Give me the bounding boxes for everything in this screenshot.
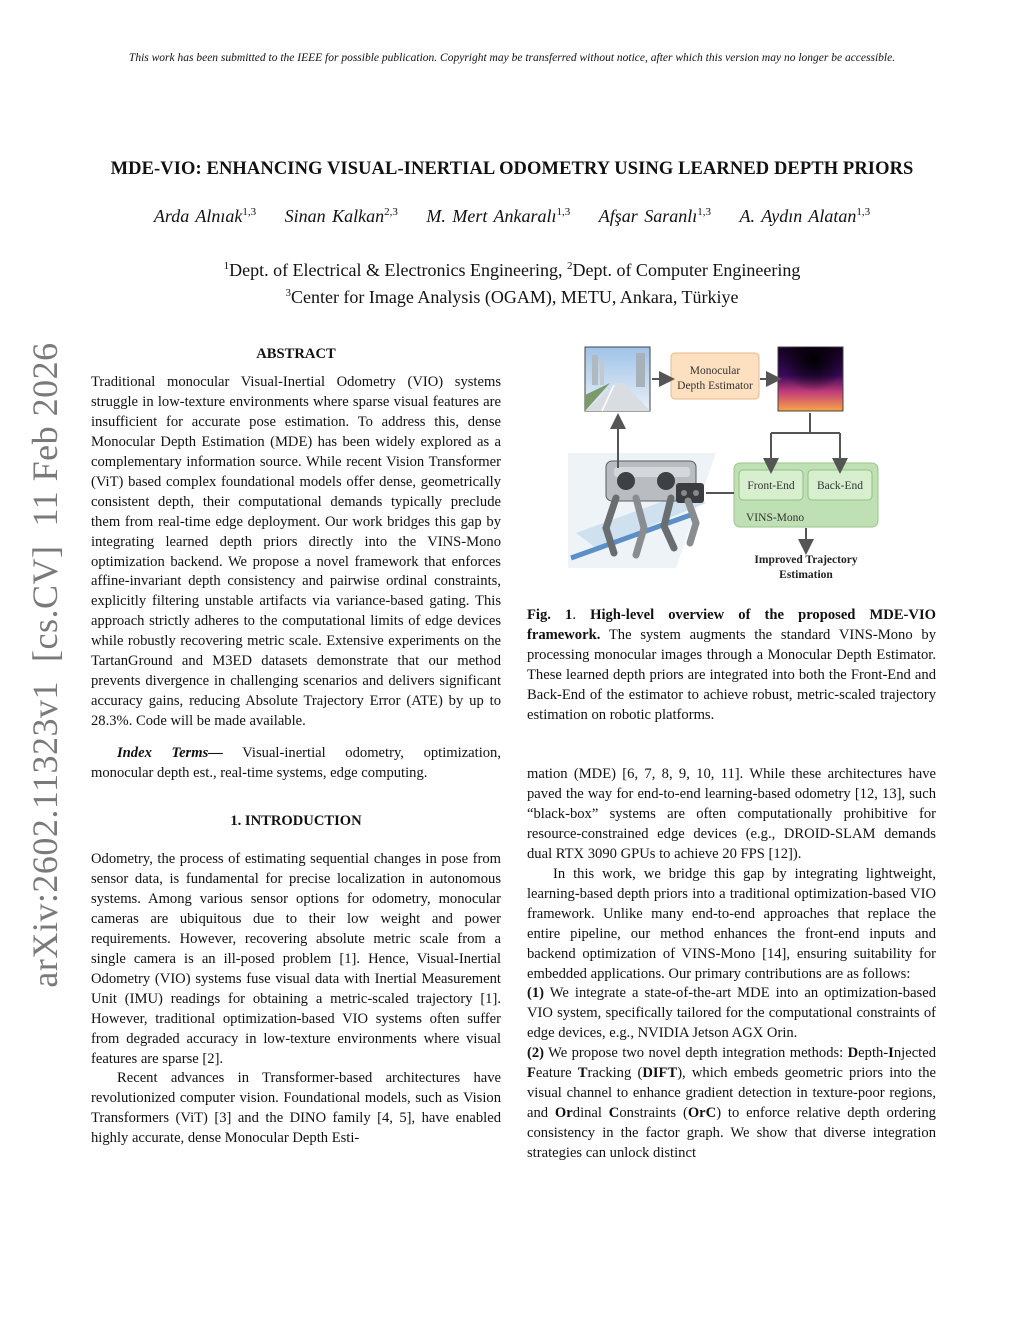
vins-mono-label: VINS-Mono xyxy=(746,512,805,524)
intro-paragraph-2: Recent advances in Transformer-based architectures have revolutionized computer vision. Foundational models, such as Vision Transformers (ViT) [3] and the DINO family [4, 5], have enabled highly accurate, dense Monocular Depth Esti- xyxy=(91,1070,501,1147)
arxiv-identifier[interactable]: arXiv:2602.11323v1 [cs.CV] 11 Feb 2026 xyxy=(25,342,65,988)
caption-text: The system augments the standard VINS-Mono by processing monocular images through a Monocular Depth Estimator. These learned depth priors are integrated into both the Front-End and Back-End of the estimator to achieve robust, metric-scaled trajectory estimation on robotic platforms. xyxy=(527,626,936,723)
contribution-2-label: (2) xyxy=(527,1045,545,1062)
intro-paragraph-cont: mation (MDE) [6, 7, 8, 9, 10, 11]. While these architectures have paved the way for end-to-end learning-based odometry [12, 13], such “black-box” systems are often computationally prohibitive for resource-constrained edge devices (e.g., DROID-SLAM demands dual RTX 3090 GPUs to achieve 20 FPS [12]). xyxy=(527,766,936,862)
author-name: A. Aydın Alatan xyxy=(739,206,857,226)
camera-image xyxy=(585,347,650,411)
introduction-heading: 1. INTRODUCTION xyxy=(230,813,362,830)
c2-initial: F xyxy=(527,1065,536,1082)
index-terms-text: Visual-inertial odometry, optimization, monocular depth est., real-time systems, edge computing. xyxy=(91,745,501,782)
author-name: Afşar Saranlı xyxy=(598,206,698,226)
mde-label-line1: Monocular xyxy=(689,365,741,377)
figure-overview xyxy=(566,343,886,588)
c2-initial: C xyxy=(608,1105,620,1122)
output-label-line2: Estimation xyxy=(779,569,833,581)
contribution-2 xyxy=(527,1044,936,1164)
affil-center: Center for Image Analysis (OGAM), METU, Ankara, Türkiye xyxy=(290,287,739,307)
left-column xyxy=(91,345,501,1149)
affiliation-line-2 xyxy=(60,282,964,309)
author-4 xyxy=(599,206,711,226)
index-terms xyxy=(91,744,501,784)
spacer xyxy=(91,732,501,744)
affil-sup: 2 xyxy=(566,260,573,272)
c2-text: eature xyxy=(535,1065,578,1082)
author-2 xyxy=(285,206,398,226)
abstract-text: Traditional monocular Visual-Inertial Odometry (VIO) systems struggle in low-texture environments where sparse visual features are insufficient for accurate pose estimation. To address this, dense Monocular Depth Estimation (MDE) has been widely explored as a complementary information source. While recent Vision Transformer (ViT) based complex foundational models offer dense, geometrically consistent depth, their computational demands typically preclude them from real-time edge deployment. Our work bridges this gap by integrating learned depth priors directly into the VINS-Mono optimization backend. We propose a novel framework that enforces affine-invariant depth consistency and pairwise ordinal constraints, explicitly filtering unstable artifacts via variance-based gating. This approach strictly adheres to the computational limits of edge devices while robustly recovering metric scale. Extensive experiments on the TartanGround and M3ED datasets demonstrate that our method prevents divergence in challenging scenarios and delivers significant accuracy gains, reducing Absolute Trajectory Error (ATE) by up to 28.3%. Code will be made available. xyxy=(91,373,501,730)
affil-sup: 3 xyxy=(285,287,291,299)
index-terms-label: Index Terms— xyxy=(117,745,223,762)
author-list xyxy=(60,206,964,227)
right-column xyxy=(527,765,936,1164)
c2-text: dinal xyxy=(572,1105,609,1122)
author-5 xyxy=(740,206,871,226)
robot-illustration xyxy=(568,453,716,568)
author-name: Arda Alnıak xyxy=(153,206,243,226)
c2-initial: T xyxy=(577,1065,588,1082)
c2-acronym-orc: OrC xyxy=(687,1105,717,1122)
c2-text: onstraints ( xyxy=(619,1105,688,1122)
affil-dept-ce: Dept. of Computer Engineering xyxy=(572,260,801,280)
c2-text: ), which embeds geometric priors into the visual channel to enhance gradient detection in texture-poor regions, and xyxy=(527,1065,936,1122)
figure-caption xyxy=(527,606,936,726)
author-name: M. Mert Ankaralı xyxy=(426,206,557,226)
caption-bold: High-level overview of the proposed MDE-VIO framework. xyxy=(527,607,936,643)
c2-initial: Or xyxy=(554,1105,573,1122)
front-end-label: Front-End xyxy=(747,480,795,492)
submission-notice: This work has been submitted to the IEEE for possible publication. Copyright may be transferred without notice, after which this version may no longer be accessible. xyxy=(128,52,896,64)
contribution-1 xyxy=(527,984,936,1044)
author-affil-sup: 1,3 xyxy=(556,206,571,218)
affiliations xyxy=(60,255,964,309)
c2-acronym-dift: DIFT xyxy=(642,1065,678,1082)
author-affil-sup: 1,3 xyxy=(697,206,712,218)
author-affil-sup: 1,3 xyxy=(856,206,871,218)
caption-label: Fig. 1 xyxy=(527,607,573,623)
c2-initial: D xyxy=(847,1045,859,1062)
c2-text: We propose two novel depth integration methods: xyxy=(544,1045,848,1062)
author-3 xyxy=(426,206,570,226)
back-end-label: Back-End xyxy=(817,480,863,492)
c2-text: njected xyxy=(893,1045,936,1062)
author-affil-sup: 2,3 xyxy=(384,206,398,218)
abstract-heading: ABSTRACT xyxy=(256,346,336,362)
mde-label-line2: Depth Estimator xyxy=(677,380,753,392)
depth-estimator-block xyxy=(671,353,759,399)
depth-map-image xyxy=(778,347,843,411)
author-name: Sinan Kalkan xyxy=(284,206,385,226)
affil-sup: 1 xyxy=(223,260,230,272)
intro-paragraph-1: Odometry, the process of estimating sequential changes in pose from sensor data, is fundamental for precise localization in autonomous systems. Among various sensor options for odometry, monocular cameras are ubiquitous due to their low weight and power requirements. However, recovering absolute metric scale from a single camera is an ill-posed problem [1]. Hence, Visual-Inertial Odometry (VIO) systems fuse visual data with Inertial Measurement Unit (IMU) readings for obtaining a metric-scaled trajectory [1]. However, traditional optimization-based VIO systems often suffer from degraded accuracy in low-texture environments where visual features are sparse [2]. xyxy=(91,850,501,1067)
c2-initial: I xyxy=(888,1045,894,1062)
output-label-line1: Improved Trajectory xyxy=(754,554,858,566)
intro-paragraph-3: In this work, we bridge this gap by integrating lightweight, learning-based depth priors into a traditional optimization-based VIO framework. Unlike many end-to-end approaches that replace the entire pipeline, our method enhances the front-end inputs and backend optimization of VINS-Mono [14], ensuring suitability for embedded applications. Our primary contributions are as follows: xyxy=(527,865,936,982)
affiliation-line-1 xyxy=(60,255,964,282)
vins-mono-block xyxy=(734,463,878,527)
affil-dept-ee: Dept. of Electrical & Electronics Engineering, xyxy=(229,260,567,280)
contribution-1-text: We integrate a state-of-the-art MDE into an optimization-based VIO system, specifically tailored for the computational constraints of edge devices, e.g., NVIDIA Jetson AGX Orin. xyxy=(527,985,936,1042)
author-1 xyxy=(154,206,256,226)
c2-text: racking ( xyxy=(587,1065,643,1082)
author-affil-sup: 1,3 xyxy=(242,206,257,218)
c2-text: epth- xyxy=(858,1045,889,1062)
paper-title: MDE-VIO: ENHANCING VISUAL-INERTIAL ODOMETRY USING LEARNED DEPTH PRIORS xyxy=(110,159,914,179)
spacer xyxy=(91,784,501,812)
caption-dot: . xyxy=(572,607,591,623)
contribution-1-label: (1) xyxy=(527,985,545,1002)
c2-text: ) to enforce relative depth ordering consistency in the factor graph. We show that diverse integration strategies can unlock distinct xyxy=(527,1105,936,1162)
overview-diagram xyxy=(566,343,886,588)
